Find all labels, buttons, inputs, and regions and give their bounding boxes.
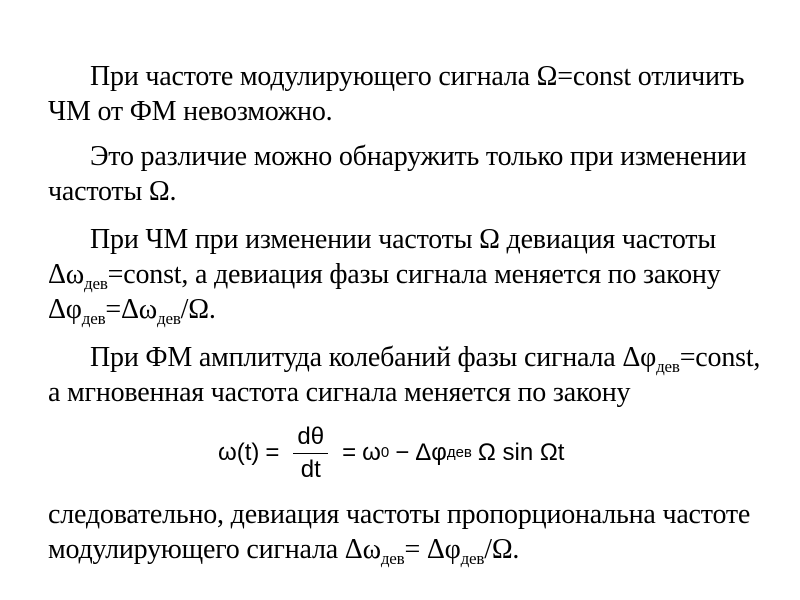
paragraph-2 (48, 139, 768, 209)
paragraph-4-text-a: При ФМ амплитуда колебаний фазы сигнала Δφ (90, 342, 657, 373)
formula-fraction (293, 423, 328, 484)
formula-dphi: Δφ (415, 439, 447, 466)
paragraph-3-text-b: =const, а девиация фазы сигнала меняется по закону Δφ (48, 259, 721, 325)
paragraph-1-text: При частоте модулирующего сигнала Ω=const отличить ЧМ от ФМ невозможно. (48, 61, 745, 127)
paragraph-5-text-b: = Δφ (404, 534, 461, 565)
paragraph-5-text-a: следовательно, девиация частоты пропорциональна частоте модулирующего сигнала Δω (48, 499, 751, 565)
subscript-dev: дев (157, 309, 181, 328)
subscript-dev: дев (81, 309, 106, 328)
instantaneous-frequency-formula: ω(t) = $\frac{d\theta}{dt}$ = ω 0 − Δφ дев Ω sin Ωt (218, 422, 565, 483)
paragraph-3-text-a: При ЧМ при изменении частоты Ω девиация частоты Δω (48, 224, 716, 290)
formula-lhs: ω(t) (218, 439, 260, 466)
fraction-denominator: dt (300, 455, 321, 483)
formula-minus: − (395, 439, 410, 466)
paragraph-5-text-c: /Ω. (484, 534, 520, 565)
paragraph-3 (48, 222, 768, 327)
formula-omega0: ω (362, 439, 381, 466)
paragraph-4 (48, 340, 768, 410)
paragraph-5 (48, 497, 768, 567)
formula-tail: Ω sin Ωt (477, 439, 565, 466)
paragraph-1 (48, 59, 768, 129)
paragraph-2-text: Это различие можно обнаружить только при изменении частоты Ω. (48, 141, 747, 207)
subscript-dev: дев (656, 357, 680, 376)
subscript-dev: дев (380, 549, 405, 568)
formula-equals: = (265, 439, 280, 466)
subscript-dev: дев (460, 549, 485, 568)
paragraph-3-text-c: =Δω (105, 294, 158, 325)
subscript-dev: дев (84, 274, 108, 293)
fraction-numerator: dθ (297, 422, 325, 450)
paragraph-4-text-b: =const, а мгновенная частота сигнала меняется по закону (48, 342, 761, 408)
paragraph-3-text-d: /Ω. (180, 294, 216, 325)
formula-equals: = (342, 439, 357, 466)
